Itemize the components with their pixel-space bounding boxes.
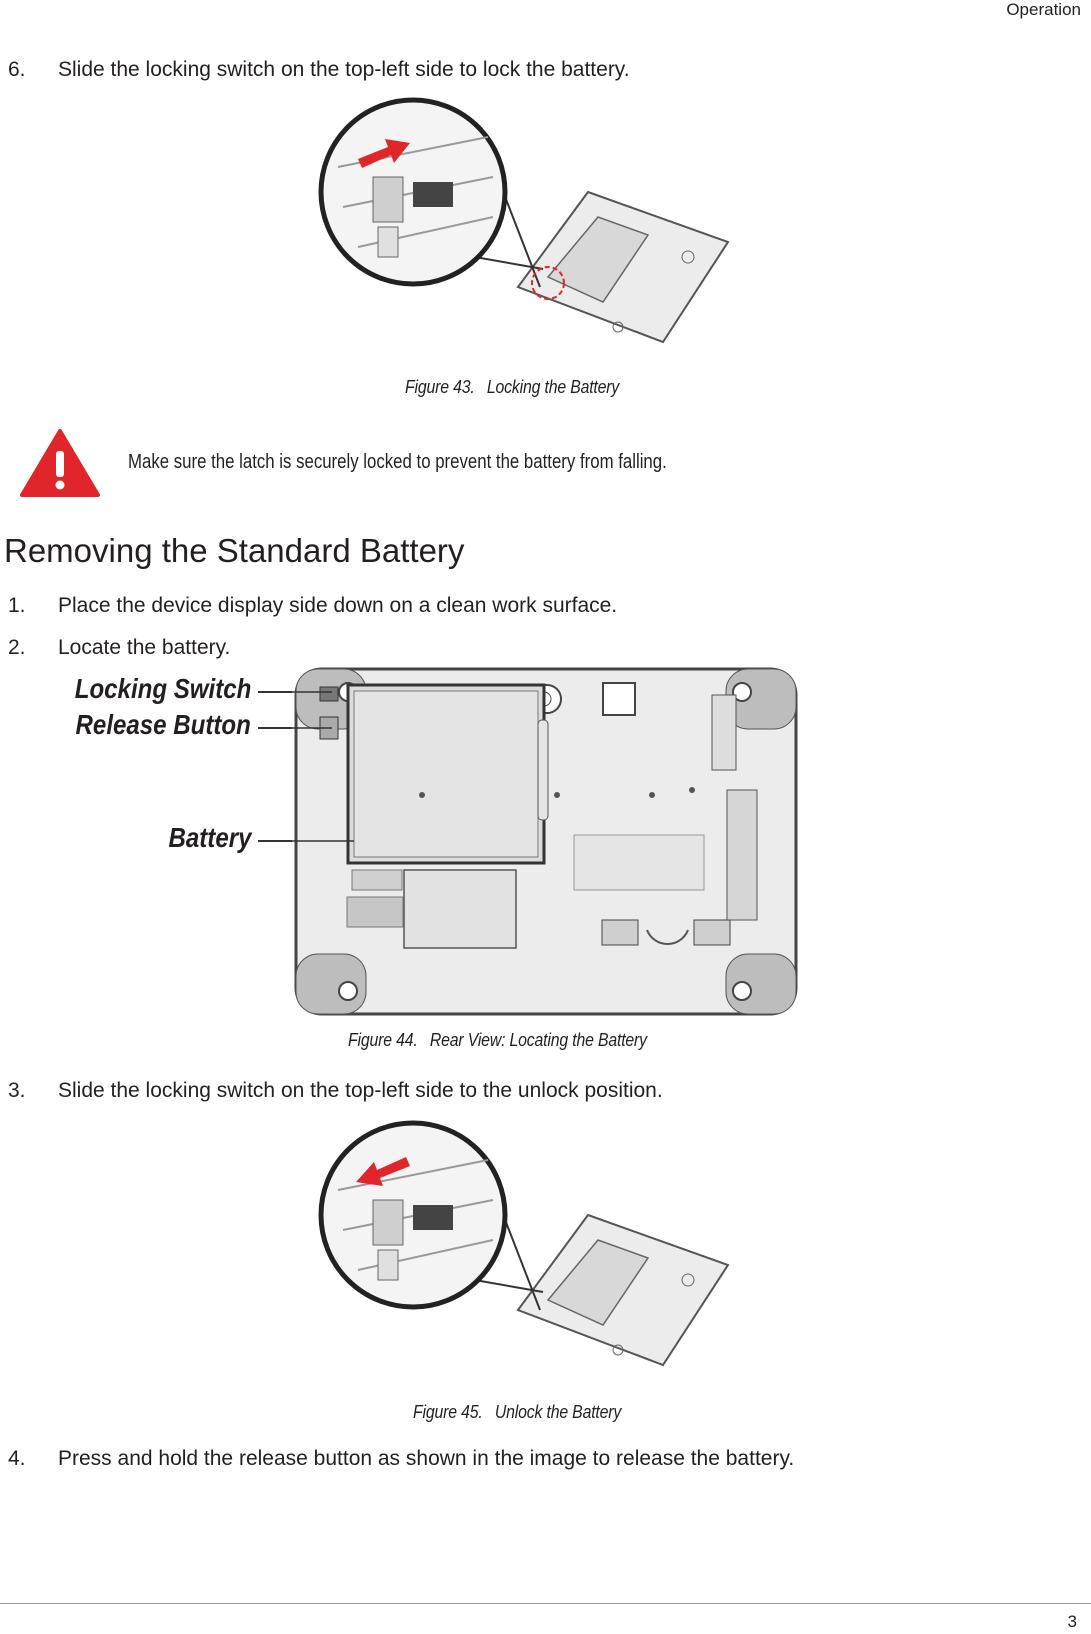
step-6 bbox=[8, 58, 630, 82]
step-text: Press and hold the release button as shown in the image to release the battery. bbox=[58, 1447, 795, 1470]
zoom-circle bbox=[321, 100, 543, 287]
warning-text: Make sure the latch is securely locked to prevent the battery from falling. bbox=[128, 451, 667, 473]
callout-locking-switch: Locking Switch bbox=[74, 673, 251, 704]
callout-line bbox=[258, 840, 292, 842]
step-number: 1. bbox=[8, 594, 26, 617]
locking-switch bbox=[320, 687, 338, 701]
figure-title: Unlock the Battery bbox=[494, 1402, 622, 1422]
device-body bbox=[518, 1215, 728, 1365]
warning-icon-container bbox=[18, 427, 102, 499]
step-4 bbox=[8, 1447, 794, 1471]
figure-label: Figure 45. bbox=[413, 1402, 483, 1422]
callout-release-button: Release Button bbox=[75, 709, 251, 740]
figure-45-illustration bbox=[318, 1120, 758, 1368]
step-number: 2. bbox=[8, 636, 26, 659]
callout-line bbox=[258, 691, 292, 693]
figure-title: Locking the Battery bbox=[486, 377, 620, 397]
figure-label: Figure 43. bbox=[405, 377, 475, 397]
callout-line bbox=[258, 727, 292, 729]
running-header: Operation bbox=[1006, 0, 1081, 19]
figure-43-illustration bbox=[318, 97, 758, 345]
step-1 bbox=[8, 594, 617, 618]
step-text: Place the device display side down on a clean work surface. bbox=[58, 594, 618, 617]
step-2 bbox=[8, 636, 230, 660]
step-text: Slide the locking switch on the top-left side to the unlock position. bbox=[58, 1079, 663, 1102]
figure-44-caption bbox=[348, 1030, 647, 1051]
warning-triangle-icon bbox=[18, 427, 102, 499]
figure-45-caption bbox=[413, 1402, 621, 1423]
figure-title: Rear View: Locating the Battery bbox=[429, 1030, 647, 1050]
step-number: 4. bbox=[8, 1447, 26, 1470]
zoom-circle bbox=[321, 1123, 543, 1310]
step-text: Slide the locking switch on the top-left side to lock the battery. bbox=[58, 58, 630, 81]
step-3 bbox=[8, 1079, 663, 1103]
figure-43-caption bbox=[405, 377, 619, 398]
step-number: 3. bbox=[8, 1079, 26, 1102]
figure-44-illustration bbox=[292, 665, 802, 1020]
step-text: Locate the battery. bbox=[58, 636, 231, 659]
footer-divider bbox=[0, 1603, 1091, 1604]
callout-battery: Battery bbox=[168, 822, 251, 853]
step-number: 6. bbox=[8, 58, 26, 81]
section-title: Removing the Standard Battery bbox=[4, 532, 465, 569]
figure-label: Figure 44. bbox=[348, 1030, 418, 1050]
page-number: 3 bbox=[1067, 1612, 1077, 1631]
